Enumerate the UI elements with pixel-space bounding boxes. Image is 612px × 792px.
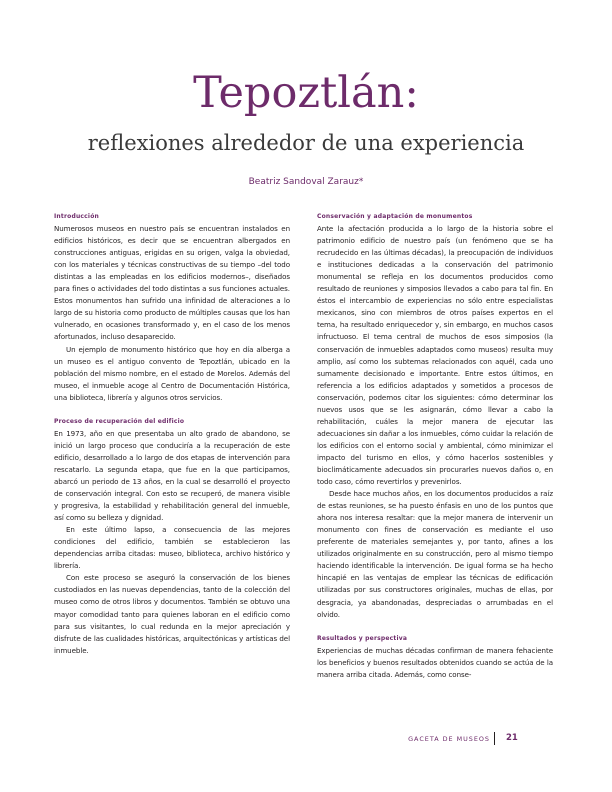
paragraph: Numerosos museos en nuestro país se encuentran instalados en edificios históricos, es decir que se encuentran albergados en construcciones antiguas, erigidas en su origen, valga la obviedad, con los materiales y técnicas constructivas de su tiempo –del todo distintas a las empleadas en los edificios modernos–, diseñados para fines o actividades del todo distintas a sus funciones actuales. Estos monumentos han sufrido una infinidad de alteraciones a lo largo de su historia como producto de múltiples causas que los han vulnerado, en ocasiones transformado y, en el caso de los menos afortunados, incluso desaparecido. — [54, 224, 290, 342]
page-footer — [398, 732, 528, 746]
left-column — [54, 211, 290, 657]
paragraph: Desde hace muchos años, en los documentos producidos a raíz de estas reuniones, se ha puesto énfasis en uno de los puntos que ahora nos interesa resaltar: que la mejor manera de intervenir un monumento con fines de conservación es mediante el uso preferente de materiales semejantes y, por tanto, afines a los utilizados originalmente en su construcción, pero al mismo tiempo haciendo identificable la intervención. De igual forma se ha hecho hincapié en las ventajas de emplear las técnicas de edificación utilizadas por sus constructores originales, muchas de ellas, por desgracia, ya abandonadas, despreciadas o arrumbadas en el olvido. — [317, 489, 553, 619]
section-heading-proceso: Proceso de recuperación del edificio — [54, 417, 185, 425]
article-subtitle: reflexiones alrededor de una experiencia — [87, 131, 525, 155]
section-heading-resultados: Resultados y perspectiva — [317, 634, 408, 642]
right-column — [317, 211, 553, 681]
section-heading-introduccion: Introducción — [54, 213, 99, 220]
paragraph: Un ejemplo de monumento histórico que hoy en día alberga a un museo es el antiguo convento de Tepoztlán, ubicado en la población del mismo nombre, en el estado de Morelos. Además del museo, el inmueble acoge al Centro de Documentación Histórica, una biblioteca, librería y algunos otros servicios. — [54, 344, 290, 402]
article-author: Beatriz Sandoval Zarauz* — [248, 177, 364, 187]
paragraph: Ante la afectación producida a lo largo de la historia sobre el patrimonio edificio de nuestro país (un fenómeno que se ha recrudecido en las últimas décadas), la preocupación de individuos e instituciones dedicadas a la conservación del patrimonio monumental se refleja en los documentos producidos como resultado de reuniones y simposios llevados a cabo para tal fin. En éstos el intercambio de experiencias no sólo entre especialistas mexicanos, sino con miembros de otros países expertos en el tema, ha resultado enriquecedor y, sin embargo, en muchos casos infructuoso. El tema central de muchos de esos simposios (la conservación de inmuebles adaptados como museos) resulta muy amplio, así como los subtemas relacionados con aquél, cada uno sumamente decisionado e importante. Entre estos últimos, en referencia a los edificios adaptados y sometidos a procesos de conservación, podemos citar los siguientes: cómo determinar los nuevos usos que se les asignarán, cómo llevar a cabo la rehabilitación, cuáles la mejor manera de ejecutar las adecuaciones sin dañar a los inmuebles, cómo cuidar la relación de los edificios con el entorno social y ambiental, cómo minimizar el impacto del turismo en ellos, y cómo hacerlos sostenibles y bioclimáticamente adecuados sin procurarles nuevos daños o, en todo caso, cómo revertirlos y prevenirlos. — [317, 224, 553, 487]
paragraph: En este último lapso, a consecuencia de las mejores condiciones del edificio, también se establecieron las dependencias arriba citadas: museo, biblioteca, archivo histórico y librería. — [54, 525, 290, 571]
page-number: 21 — [506, 733, 518, 743]
section-spacer — [54, 404, 290, 416]
article-title: Tepoztlán: — [193, 68, 419, 118]
footer-divider — [494, 732, 495, 745]
paragraph: En 1973, año en que presentaba un alto grado de abandono, se inició un largo proceso que conduciría a la recuperación de este edificio, desarrollado a lo largo de dos etapas de intervención para rescatarlo. La segunda etapa, que fue en la que participamos, abarcó un periodo de 13 años, en la cual se desarrolló el proyecto de conservación integral. Con esto se recuperó, de manera visible y progresiva, la estabilidad y rehabilitación general del inmueble, así como su belleza y dignidad. — [54, 428, 290, 523]
paragraph: Con este proceso se aseguró la conservación de los bienes custodiados en las nuevas dependencias, tanto de la colección del museo como de otros libros y documentos. También se obtuvo una mayor comodidad tanto para quienes laboran en el edificio como para sus visitantes, lo cual redunda en la mejor apreciación y disfrute de las cualidades históricas, arquitectónicas y artísticas del inmueble. — [54, 573, 290, 655]
paragraph: Experiencias de muchas décadas confirman de manera fehaciente los beneficios y buenos resultados obtenidos cuando se actúa de la manera arriba citada. Además, como conse- — [317, 645, 553, 679]
section-heading-conservacion: Conservación y adaptación de monumentos — [317, 213, 473, 220]
section-spacer — [317, 621, 553, 633]
journal-name: GACETA DE MUSEOS — [408, 735, 490, 743]
